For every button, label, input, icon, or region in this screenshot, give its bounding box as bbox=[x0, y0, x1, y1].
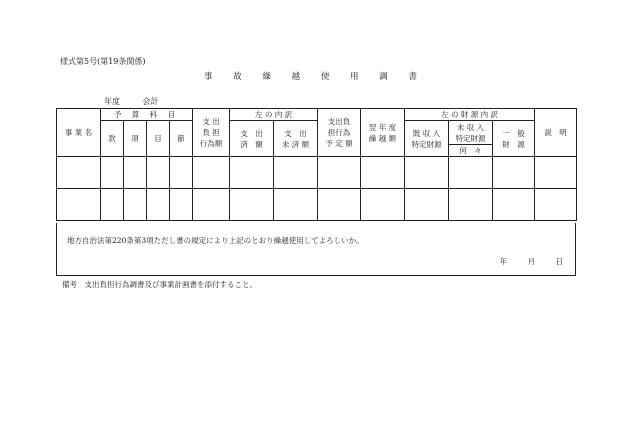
header-unreceived-line1: 未 収 入 bbox=[456, 122, 485, 132]
cell-kan[interactable] bbox=[101, 157, 124, 189]
header-paid-line1: 支 出 bbox=[240, 128, 263, 138]
cell-unreceived[interactable] bbox=[449, 157, 493, 189]
header-what: 何 々 bbox=[449, 145, 493, 157]
cell-moku[interactable] bbox=[147, 157, 170, 189]
header-setsu: 節 bbox=[170, 121, 193, 157]
cell-moku[interactable] bbox=[147, 189, 170, 221]
cell-project-name[interactable] bbox=[57, 189, 101, 221]
cell-existing-revenue[interactable] bbox=[405, 189, 449, 221]
approval-statement: 地方自治法第220条第3項ただし書の規定により上記のとおり繰越使用してよろしいか。 bbox=[67, 236, 364, 245]
header-unpaid-line1: 支 出 bbox=[284, 128, 307, 138]
cell-expenditure[interactable] bbox=[193, 189, 230, 221]
header-kan: 款 bbox=[101, 121, 124, 157]
header-planned bbox=[318, 109, 361, 157]
cell-expenditure[interactable] bbox=[193, 157, 230, 189]
header-expenditure bbox=[193, 109, 230, 157]
header-general-funds bbox=[493, 121, 535, 157]
cell-paid[interactable] bbox=[230, 157, 274, 189]
header-paid bbox=[230, 121, 274, 157]
header-expenditure-line3: 行為額 bbox=[199, 139, 223, 148]
cell-setsu[interactable] bbox=[170, 157, 193, 189]
form-number: 様式第5号(第19条関係) bbox=[60, 57, 146, 66]
table-row bbox=[57, 157, 577, 189]
header-budget-items: 予 算 科 目 bbox=[101, 109, 193, 121]
header-unreceived-line2: 特定財源 bbox=[455, 133, 486, 143]
date-line: 年 月 日 bbox=[499, 257, 563, 266]
header-moku: 目 bbox=[147, 121, 170, 157]
remarks-note: 備考 支出負担行為調書及び事業計画書を添付すること。 bbox=[62, 280, 257, 289]
header-expenditure-line1: 支 出 bbox=[202, 117, 220, 126]
cell-kan[interactable] bbox=[101, 189, 124, 221]
header-next-year bbox=[361, 109, 405, 157]
cell-general-funds[interactable] bbox=[493, 189, 535, 221]
header-breakdown: 左 の 内 訳 bbox=[230, 109, 318, 121]
header-planned-line1: 支出負 bbox=[327, 117, 351, 126]
cell-general-funds[interactable] bbox=[493, 157, 535, 189]
document-title: 事 故 繰 越 使 用 調 書 bbox=[204, 72, 426, 82]
cell-existing-revenue[interactable] bbox=[405, 157, 449, 189]
cell-paid[interactable] bbox=[230, 189, 274, 221]
cell-next-year[interactable] bbox=[361, 157, 405, 189]
header-unreceived bbox=[449, 121, 493, 145]
account-label: 会計 bbox=[142, 97, 159, 106]
header-kou: 項 bbox=[124, 121, 147, 157]
header-existing-revenue-line1: 既 収 入 bbox=[412, 128, 441, 138]
header-funding-breakdown: 左 の 財 源 内 訳 bbox=[405, 109, 535, 121]
cell-planned[interactable] bbox=[318, 189, 361, 221]
cell-explanation[interactable] bbox=[535, 157, 577, 189]
header-unpaid bbox=[274, 121, 318, 157]
cell-explanation[interactable] bbox=[535, 189, 577, 221]
header-paid-line2: 済 額 bbox=[240, 139, 263, 149]
cell-unreceived[interactable] bbox=[449, 189, 493, 221]
header-expenditure-line2: 負 担 bbox=[202, 128, 220, 137]
header-explanation: 説 明 bbox=[535, 109, 577, 157]
header-planned-line3: 予 定 額 bbox=[325, 139, 353, 148]
cell-project-name[interactable] bbox=[57, 157, 101, 189]
header-existing-revenue bbox=[405, 121, 449, 157]
cell-planned[interactable] bbox=[318, 157, 361, 189]
year-label: 年度 bbox=[104, 97, 120, 106]
cell-unpaid[interactable] bbox=[274, 157, 318, 189]
header-next-year-line2: 繰 越 額 bbox=[368, 133, 397, 143]
cell-next-year[interactable] bbox=[361, 189, 405, 221]
header-general-funds-line2: 財 源 bbox=[502, 139, 525, 149]
carryover-table bbox=[56, 108, 577, 221]
approval-box bbox=[56, 223, 576, 276]
header-unpaid-line2: 未 済 額 bbox=[281, 139, 310, 149]
header-general-funds-line1: 一 般 bbox=[502, 128, 525, 138]
header-next-year-line1: 翌 年 度 bbox=[368, 122, 397, 132]
table-row bbox=[57, 189, 577, 221]
header-project-name: 事 業 名 bbox=[57, 109, 101, 157]
header-existing-revenue-line2: 特定財源 bbox=[411, 139, 442, 149]
cell-unpaid[interactable] bbox=[274, 189, 318, 221]
cell-kou[interactable] bbox=[124, 157, 147, 189]
cell-setsu[interactable] bbox=[170, 189, 193, 221]
header-planned-line2: 担行為 bbox=[327, 128, 351, 137]
cell-kou[interactable] bbox=[124, 189, 147, 221]
fiscal-year-line bbox=[104, 96, 179, 107]
